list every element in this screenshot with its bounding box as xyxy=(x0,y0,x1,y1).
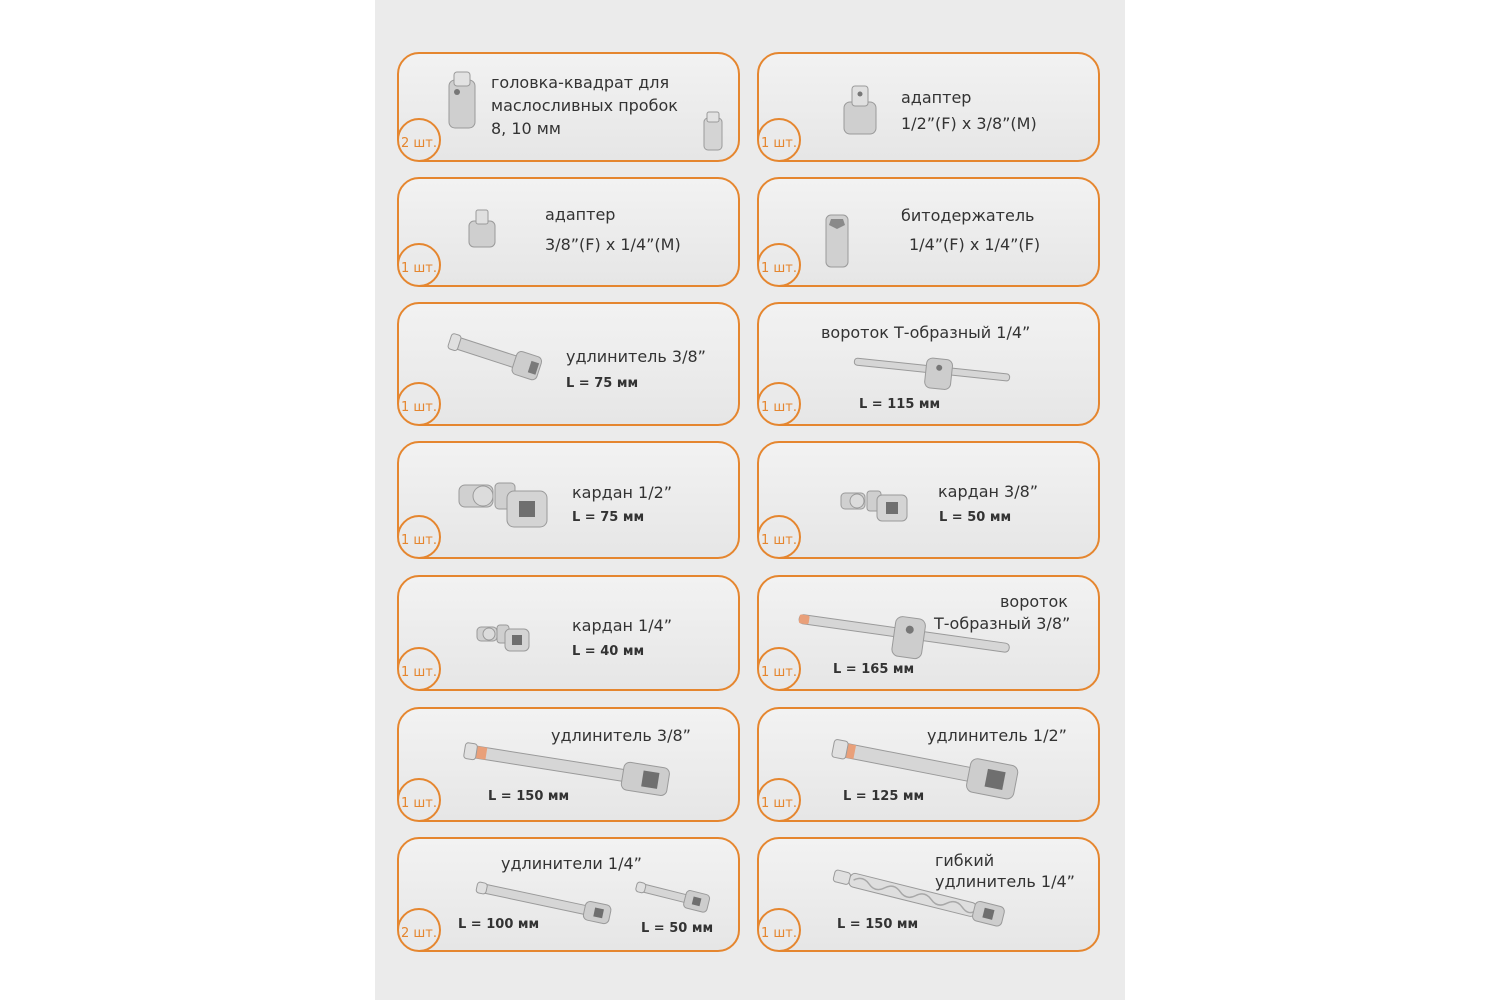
item-title-line-1: кардан 1/4” xyxy=(572,616,673,635)
item-title-line-1: удлинитель 3/8” xyxy=(551,726,691,745)
item-length: L = 100 мм xyxy=(458,917,540,932)
item-title-line-2: 3/8”(F) x 1/4”(M) xyxy=(545,235,681,254)
item-length: L = 50 мм xyxy=(939,510,1012,525)
item-length: L = 75 мм xyxy=(566,376,639,391)
item-title-line-1: удлинитель 1/2” xyxy=(927,726,1067,745)
card-t-handle-quarter xyxy=(757,302,1100,426)
quantity-badge: 1 шт. xyxy=(397,778,441,822)
card-t-handle-three-eighths xyxy=(757,575,1100,691)
item-title-line-1: вороток Т-образный 1/4” xyxy=(821,323,1031,342)
card-bit-holder xyxy=(757,177,1100,287)
card-extension-three-eighths-75 xyxy=(397,302,740,426)
card-flexible-extension-quarter xyxy=(757,837,1100,952)
item-title-line-1: удлинители 1/4” xyxy=(501,854,642,873)
universal-joint-icon xyxy=(839,485,911,525)
square-socket-icon xyxy=(447,72,479,130)
card-extension-half-125 xyxy=(757,707,1100,822)
extension-bar-short-icon xyxy=(635,877,715,917)
quantity-badge: 1 шт. xyxy=(757,118,801,162)
item-title-line-2: 1/2”(F) x 3/8”(M) xyxy=(901,114,1037,133)
card-universal-joint-quarter xyxy=(397,575,740,691)
item-title-line-1: гибкий xyxy=(935,851,995,870)
adapter-icon xyxy=(842,84,878,136)
item-title-line-2: Т-образный 3/8” xyxy=(934,614,1071,633)
card-universal-joint-three-eighths xyxy=(757,441,1100,559)
item-title-line-1: битодержатель xyxy=(901,206,1035,225)
item-title-line-3: 8, 10 мм xyxy=(491,119,561,138)
adapter-icon xyxy=(467,209,497,249)
quantity-badge: 2 шт. xyxy=(397,118,441,162)
item-title-line-1: адаптер xyxy=(545,205,616,224)
item-title-line-1: кардан 3/8” xyxy=(938,482,1039,501)
bit-holder-icon xyxy=(823,211,851,269)
card-adapter-half-to-three-eighths xyxy=(757,52,1100,162)
item-title-line-2: удлинитель 1/4” xyxy=(935,872,1075,891)
card-adapter-three-eighths-to-quarter xyxy=(397,177,740,287)
item-length: L = 125 мм xyxy=(843,789,925,804)
universal-joint-icon xyxy=(475,621,533,655)
quantity-badge: 1 шт. xyxy=(757,908,801,952)
quantity-badge: 2 шт. xyxy=(397,908,441,952)
card-extension-three-eighths-150 xyxy=(397,707,740,822)
card-universal-joint-half xyxy=(397,441,740,559)
square-socket-small-icon xyxy=(702,112,724,152)
quantity-badge: 1 шт. xyxy=(757,647,801,691)
item-length: L = 75 мм xyxy=(572,510,645,525)
item-title-line-1: головка-квадрат для xyxy=(491,73,670,92)
extension-bar-icon xyxy=(447,332,547,382)
item-title-line-2: 1/4”(F) x 1/4”(F) xyxy=(909,235,1041,254)
quantity-badge: 1 шт. xyxy=(757,515,801,559)
quantity-badge: 1 шт. xyxy=(397,382,441,426)
item-length: L = 150 мм xyxy=(488,789,570,804)
universal-joint-icon xyxy=(457,471,551,533)
item-title-line-1: вороток xyxy=(1000,592,1068,611)
item-title-line-1: удлинитель 3/8” xyxy=(566,347,706,366)
quantity-badge: 1 шт. xyxy=(757,382,801,426)
item-title-line-1: кардан 1/2” xyxy=(572,483,673,502)
item-title-line-2: маслосливных пробок xyxy=(491,96,678,115)
item-length: L = 40 мм xyxy=(572,644,645,659)
card-oil-drain-square-socket xyxy=(397,52,740,162)
item-title-line-1: адаптер xyxy=(901,88,972,107)
item-length: L = 165 мм xyxy=(833,662,915,677)
quantity-badge: 1 шт. xyxy=(397,647,441,691)
quantity-badge: 1 шт. xyxy=(757,243,801,287)
item-length: L = 150 мм xyxy=(837,917,919,932)
item-length-secondary: L = 50 мм xyxy=(641,921,714,936)
card-extensions-quarter xyxy=(397,837,740,952)
quantity-badge: 1 шт. xyxy=(397,515,441,559)
item-length: L = 115 мм xyxy=(859,397,941,412)
quantity-badge: 1 шт. xyxy=(397,243,441,287)
quantity-badge: 1 шт. xyxy=(757,778,801,822)
